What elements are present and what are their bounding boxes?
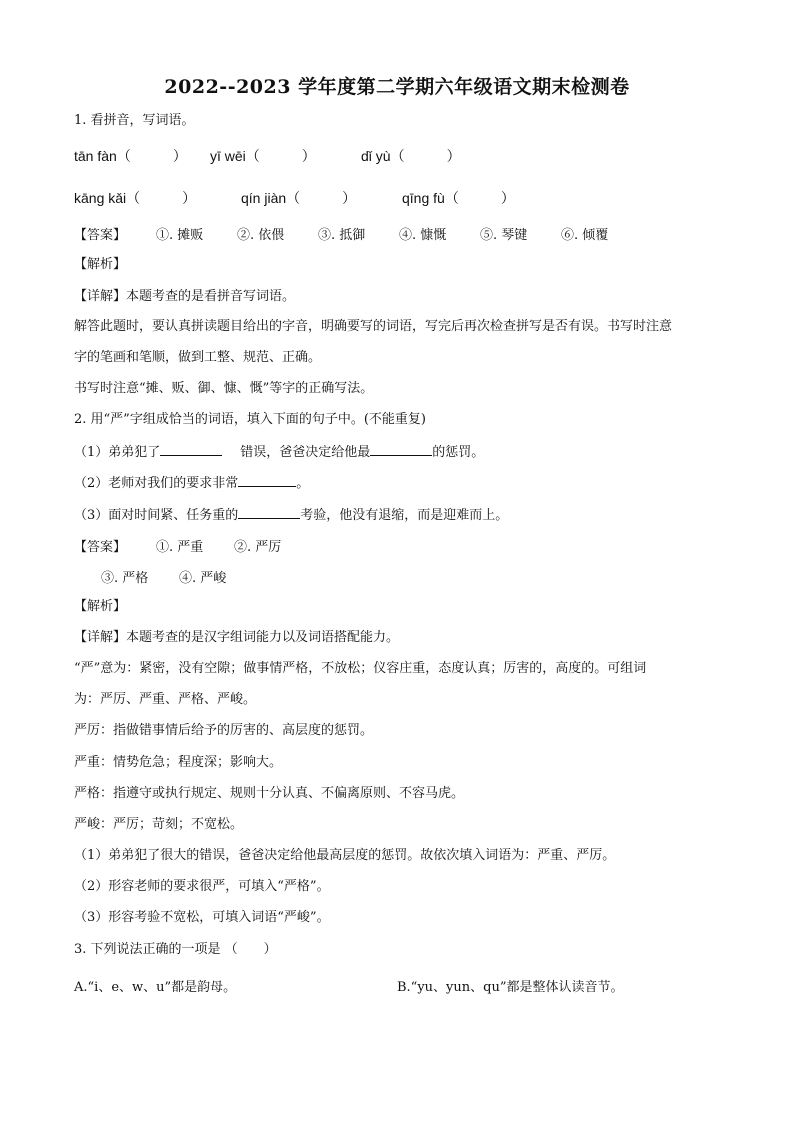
q2-answer-1: ①. 严重 bbox=[156, 540, 204, 555]
q2-analysis-label: 【解析】 bbox=[74, 599, 127, 614]
q1-answer-row bbox=[74, 224, 674, 242]
q2-definition-1: 严厉：指做错事情后给予的厉害的、高层度的惩罚。 bbox=[74, 723, 374, 738]
q2-explanation-1: （1）弟弟犯了很大的错误，爸爸决定给他最高层度的惩罚。故依次填入词语为：严重、严厉。 bbox=[74, 848, 616, 863]
q1-detail: 【详解】本题考查的是看拼音写词语。 bbox=[74, 289, 296, 304]
q2-answer-2: ②. 严厉 bbox=[234, 540, 282, 555]
q2-stem: 2. 用“严”字组成恰当的词语，填入下面的句子中。(不能重复) bbox=[74, 412, 426, 427]
q1-item-5: qín jiàn（ ） bbox=[241, 190, 357, 206]
q1-answer-2: ②. 依偎 bbox=[237, 228, 285, 243]
q2-sentence-3: （3）面对时间紧、任务重的 考验，他没有退缩，而是迎难而上。 bbox=[74, 505, 508, 525]
q1-stem: 1. 看拼音，写词语。 bbox=[74, 113, 195, 128]
q1-item-2: yī wēi（ ） bbox=[210, 148, 316, 164]
q2-answer-3: ③. 严格 bbox=[101, 571, 149, 586]
page-title: 2022--2023 学年度第二学期六年级语文期末检测卷 bbox=[164, 76, 630, 98]
q1-item-4: kāng kǎi（ ） bbox=[74, 190, 197, 206]
q2-explanation-3: （3）形容考验不宽松，可填入词语“严峻”。 bbox=[74, 910, 330, 925]
q1-item-6: qīng fù（ ） bbox=[402, 190, 515, 206]
q2-blank-3[interactable] bbox=[238, 473, 296, 487]
q1-answer-label: 【答案】 bbox=[74, 228, 127, 243]
q1-analysis-label: 【解析】 bbox=[74, 257, 127, 272]
q1-answer-5: ⑤. 琴键 bbox=[480, 228, 528, 243]
q2-answer-row-1 bbox=[74, 536, 474, 554]
q2-meaning-line1: “严”意为：紧密，没有空隙；做事情严格，不放松；仪容庄重，态度认真；厉害的，高度的。可组词 bbox=[74, 661, 647, 676]
q1-answer-1: ①. 摊贩 bbox=[156, 228, 204, 243]
q2-sentence-1: （1）弟弟犯了 错误，爸爸决定给他最 的惩罚。 bbox=[74, 442, 484, 462]
q2-definition-3: 严格：指遵守或执行规定、规则十分认真、不偏离原则、不容马虎。 bbox=[74, 786, 465, 801]
q2-definition-4: 严峻：严厉；苛刻；不宽松。 bbox=[74, 817, 244, 832]
q2-detail: 【详解】本题考查的是汉字组词能力以及词语搭配能力。 bbox=[74, 630, 400, 645]
q1-item-1: tān fàn（ ） bbox=[74, 148, 187, 164]
q2-blank-1[interactable] bbox=[160, 442, 222, 456]
q1-para1-line2: 字的笔画和笔顺，做到工整、规范、正确。 bbox=[74, 350, 322, 365]
q2-answer-label: 【答案】 bbox=[74, 540, 127, 555]
q3-option-b[interactable]: B.“yu、yun、qu”都是整体认读音节。 bbox=[397, 980, 624, 995]
q2-blank-2[interactable] bbox=[370, 442, 432, 456]
q2-explanation-2: （2）形容老师的要求很严，可填入“严格”。 bbox=[74, 879, 330, 894]
q2-meaning-line2: 为：严厉、严重、严格、严峻。 bbox=[74, 692, 257, 707]
q2-blank-4[interactable] bbox=[238, 505, 300, 519]
q1-para1-line1: 解答此题时，要认真拼读题目给出的字音，明确要写的词语，写完后再次检查拼写是否有误。书写时注意 bbox=[74, 319, 673, 334]
q2-answer-4: ④. 严峻 bbox=[179, 571, 227, 586]
q3-option-a[interactable]: A.“i、e、w、u”都是韵母。 bbox=[74, 980, 237, 995]
q1-answer-4: ④. 慷慨 bbox=[399, 228, 447, 243]
q1-answer-3: ③. 抵御 bbox=[318, 228, 366, 243]
q1-answer-6: ⑥. 倾覆 bbox=[561, 228, 609, 243]
q2-answer-row-2 bbox=[74, 567, 474, 585]
q1-item-3: dǐ yù（ ） bbox=[361, 148, 461, 164]
q3-stem: 3. 下列说法正确的一项是 （ ） bbox=[74, 942, 277, 957]
q2-sentence-2: （2）老师对我们的要求非常 。 bbox=[74, 473, 309, 493]
q1-para2: 书写时注意“摊、贩、御、慷、慨”等字的正确写法。 bbox=[74, 381, 374, 396]
q2-definition-2: 严重：情势危急；程度深；影响大。 bbox=[74, 755, 283, 770]
